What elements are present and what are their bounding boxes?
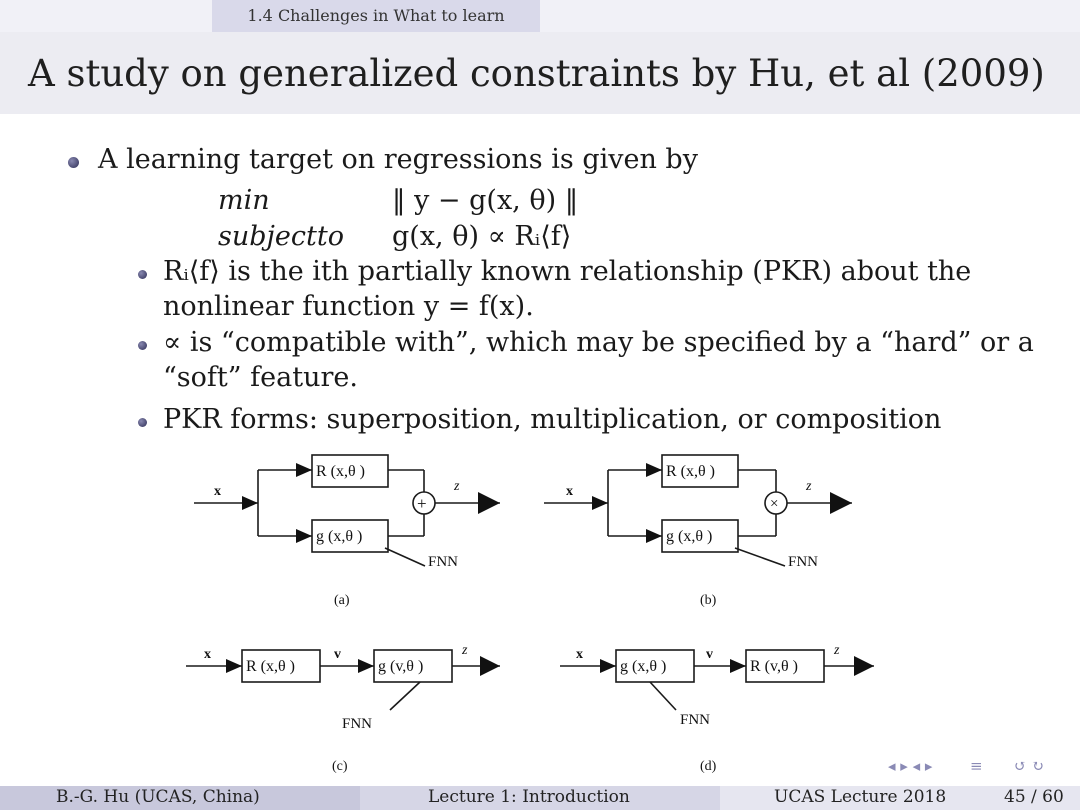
input-x-label: x <box>566 484 573 499</box>
caption-d: (d) <box>700 759 717 774</box>
box-r-label: R (v,θ ) <box>750 658 798 675</box>
box-r-label: R (x,θ ) <box>246 658 295 675</box>
bullet-text: A learning target on regressions is given by <box>98 144 698 175</box>
sum-operator: + <box>417 494 427 513</box>
input-x-label: x <box>204 647 211 662</box>
intermediate-v-label: v <box>334 647 341 662</box>
sub-bullet-marker <box>138 270 147 279</box>
box-g-label: g (v,θ ) <box>378 658 424 675</box>
footer-venue: UCAS Lecture 2018 <box>774 787 947 807</box>
intermediate-v-label: v <box>706 647 713 662</box>
box-g-label: g (x,θ ) <box>620 658 667 675</box>
box-g-label: g (x,θ ) <box>666 528 713 545</box>
input-x-label: x <box>576 647 583 662</box>
output-z-label: z <box>462 643 468 658</box>
sub-bullet-marker <box>138 418 147 427</box>
diagram-b-multiplication <box>544 455 852 608</box>
output-z-label: z <box>806 479 812 494</box>
sub-bullet-compatible-line1: ∝ is “compatible with”, which may be specified by a “hard” or a <box>163 327 1034 358</box>
footer-bar <box>0 786 1080 810</box>
equation-constraint-label: subjectto <box>218 221 344 252</box>
slide-title: A study on generalized constraints by Hu, et al (2009) <box>28 52 1045 95</box>
output-z-label: z <box>454 479 460 494</box>
footer-author: B.-G. Hu (UCAS, China) <box>56 787 260 807</box>
input-x-label: x <box>214 484 221 499</box>
box-r-label: R (x,θ ) <box>666 463 715 480</box>
fnn-label: FNN <box>680 712 711 728</box>
equation-min-label: min <box>218 185 270 216</box>
product-operator: × <box>770 496 779 512</box>
sub-bullet-pkr-line2: nonlinear function y = f(x). <box>163 291 534 322</box>
footer-lecture: Lecture 1: Introduction <box>428 787 630 807</box>
footer-author-panel <box>0 786 360 810</box>
box-g-label: g (x,θ ) <box>316 528 363 545</box>
caption-b: (b) <box>700 593 717 608</box>
sub-bullet-marker <box>138 341 147 350</box>
bullet-marker <box>68 157 79 168</box>
fnn-label: FNN <box>788 554 819 570</box>
sub-bullet-pkr-forms: PKR forms: superposition, multiplication, or composition <box>163 404 942 435</box>
fnn-label: FNN <box>342 716 373 732</box>
diagram-d-composition <box>560 643 874 774</box>
pkr-block-diagrams <box>180 448 900 783</box>
sub-bullet-compatible-line2: “soft” feature. <box>163 362 358 393</box>
footer-venue-panel <box>720 786 1080 810</box>
beamer-nav-menu-icon[interactable]: ≡ <box>970 757 983 775</box>
top-navigation-bar <box>0 0 1080 32</box>
beamer-nav-search-icon[interactable]: ↺ ↻ <box>1014 757 1044 775</box>
diagram-c-composition <box>186 643 500 774</box>
output-z-label: z <box>834 643 840 658</box>
fnn-label: FNN <box>428 554 459 570</box>
equation-min-expression: ‖ y − g(x, θ) ‖ <box>392 185 579 216</box>
sub-bullet-pkr-line1: Rᵢ⟨f⟩ is the ith partially known relationship (PKR) about the <box>163 256 972 287</box>
section-tab[interactable]: 1.4 Challenges in What to learn <box>212 0 540 32</box>
diagram-a-superposition <box>194 455 500 608</box>
footer-page-number: 45 / 60 <box>1004 787 1064 807</box>
beamer-nav-arrows-icon[interactable]: ◂ ▸ ◂ ▸ <box>888 757 933 775</box>
caption-c: (c) <box>332 759 348 774</box>
caption-a: (a) <box>334 593 350 608</box>
equation-constraint-expression: g(x, θ) ∝ Rᵢ⟨f⟩ <box>392 221 572 252</box>
box-r-label: R (x,θ ) <box>316 463 365 480</box>
footer-lecture-panel <box>360 786 720 810</box>
